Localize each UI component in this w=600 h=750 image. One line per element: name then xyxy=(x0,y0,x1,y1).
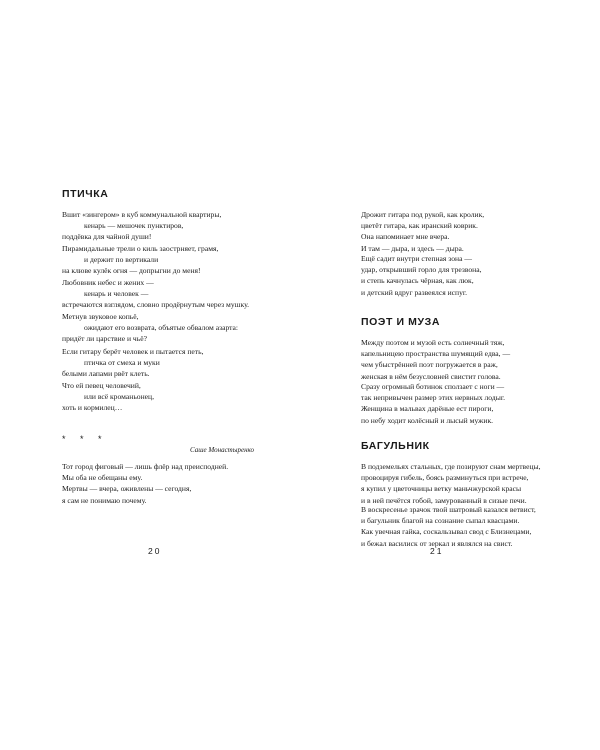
right-page xyxy=(300,0,600,750)
poem-line: кенарь и человек — xyxy=(84,289,149,299)
poem-line: придёт ли царствие и чьё? xyxy=(62,334,147,344)
poem-line: поддёвка для чайной души! xyxy=(62,232,152,242)
poem-line: я купил у цветочницы ветку маньчжурской красы xyxy=(361,484,522,494)
poem-line: и багульник благой на сознание сыпал квасцами. xyxy=(361,516,520,526)
poem-line: белыми лапами рвёт клеть. xyxy=(62,369,150,379)
stanza xyxy=(361,209,484,254)
poem-title-poet-i-muza: ПОЭТ И МУЗА xyxy=(361,316,441,328)
poem-line: Мы оба не обещаны ему. xyxy=(62,473,143,483)
poem-line: провоцируя гибель, боясь разминуться при встрече, xyxy=(361,473,529,483)
poem-line: и детский вдруг развеялся испуг. xyxy=(361,287,468,297)
poem-line: ожидают его возврата, объятые обвалом азарта: xyxy=(84,323,239,333)
stanza xyxy=(62,243,218,277)
poem-line: Если гитару берёт человек и пытается петь, xyxy=(62,347,204,356)
stanza xyxy=(361,504,536,549)
poem-line: и держит по вертикали xyxy=(84,255,159,265)
poem-line: по небу ходит колёсный и лысый мужик. xyxy=(361,415,494,425)
poem-line: чем убыстрённей поэт погружается в раж, xyxy=(361,360,498,370)
poem-line: Любовник небес и жених — xyxy=(62,278,154,287)
poem-line: Тот город фиговый — лишь флёр над преисподней. xyxy=(62,462,229,471)
asterisks-heading: * * * xyxy=(62,434,108,444)
poem-line: и степь качнулась чёрная, как люк, xyxy=(361,276,474,286)
stanza xyxy=(62,461,228,506)
poem-line: встречаются взглядом, словно продёрнутым через мушку. xyxy=(62,300,250,310)
poem-line: Мертвы — вчера, оживлены — сегодня, xyxy=(62,484,192,494)
stanza xyxy=(361,253,482,298)
poem-line: Метнув звуковое копьё, xyxy=(62,312,139,321)
poem-line: Между поэтом и музой есть солнечный тяж, xyxy=(361,338,505,347)
stanza xyxy=(361,337,510,382)
stanza xyxy=(62,380,154,414)
stanza xyxy=(62,277,249,311)
poem-line: цветёт гитара, как иранский коврик. xyxy=(361,221,478,231)
poem-line: и в ней печётся гобой, замурованный в сизые печи. xyxy=(361,495,527,505)
poem-line: я сам не понимаю почему. xyxy=(62,495,147,505)
poem-line: Ещё садит внутри степная зона — xyxy=(361,254,472,263)
page-number: 21 xyxy=(430,546,444,556)
poem-line: или всё кроманьонец, xyxy=(84,392,154,402)
poem-line: Вшит «зингером» в куб коммунальной квартиры, xyxy=(62,210,222,219)
poem-line: женская в нём безусловней свистит голова. xyxy=(361,371,501,381)
poem-line: птичка от смеха и муки xyxy=(84,358,160,368)
poem-line: хоть и кормилец… xyxy=(62,403,123,413)
poem-line: кенарь — мешочек пунктиров, xyxy=(84,221,184,231)
stanza xyxy=(62,311,238,345)
poem-title-bagulnik: БАГУЛЬНИК xyxy=(361,440,430,452)
poem-line: В воскресенье зрачок твой шатровый казался ветвист, xyxy=(361,505,536,514)
poem-line: Пирамидальные трели о киль заострняет, грамя, xyxy=(62,244,219,253)
stanza xyxy=(62,346,203,380)
poem-line: И там — дыра, и здесь — дыра. xyxy=(361,243,464,253)
poem-line: Она напоминает мне вчера. xyxy=(361,232,450,242)
poem-line: и бежал василиск от зеркал и являлся на свист. xyxy=(361,538,513,548)
poem-line: В подземельях стальных, где позируют снам мертвецы, xyxy=(361,462,541,471)
poem-line: так непривычен размер этих нервных лодыг. xyxy=(361,393,506,403)
poem-line: удар, открывший горло для трезвона, xyxy=(361,265,482,275)
stanza xyxy=(62,209,221,243)
poem-line: Что ей певец человечий, xyxy=(62,381,141,390)
page-number: 20 xyxy=(148,546,162,556)
poem-line: Как увечная гайка, соскальзывал свод с Близнецами, xyxy=(361,527,532,537)
dedication: Саше Монастыренко xyxy=(190,446,255,454)
stanza xyxy=(361,461,541,506)
poem-line: на клюве кулёк огня — допрыгни до меня! xyxy=(62,266,201,276)
poem-line: Сразу огромный ботинок сползает с ноги — xyxy=(361,382,505,391)
poem-line: Женщина в мальвах дарёные ест пироги, xyxy=(361,404,494,414)
stanza xyxy=(361,381,505,426)
poem-line: Дрожит гитара под рукой, как кролик, xyxy=(361,210,485,219)
poem-line: капельницею пространства шумящий едва, — xyxy=(361,349,511,359)
poem-title-ptichka: ПТИЧКА xyxy=(62,188,109,200)
